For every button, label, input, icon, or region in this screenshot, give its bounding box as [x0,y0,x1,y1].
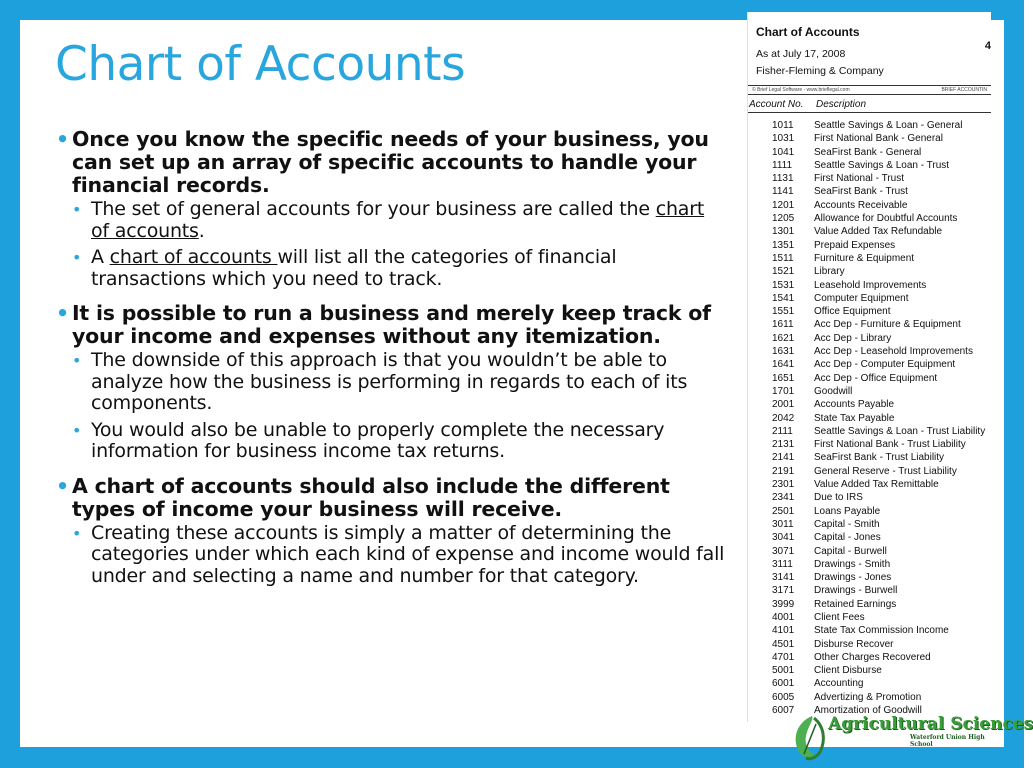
account-description: Other Charges Recovered [814,651,931,663]
account-row [748,545,991,558]
account-row [748,292,991,305]
account-row [748,638,991,651]
account-number: 2042 [772,412,795,424]
account-number: 3171 [772,585,795,597]
account-row [748,478,991,491]
account-list [748,119,991,717]
account-description: Acc Dep - Library [814,332,892,344]
sub-bullet-1-1 [72,199,726,242]
account-row [748,305,991,318]
account-description: Capital - Jones [814,532,881,544]
account-row [748,624,991,637]
account-row [748,159,991,172]
slide-content [56,128,726,587]
column-header-description: Description [816,99,867,110]
sub-bullet-1-2 [72,247,726,290]
sub-bullet-text: will list all the categories of financial transactions which you need to track. [91,246,617,290]
account-number: 1201 [772,199,795,211]
account-number: 4501 [772,638,795,650]
bullet-3: • A chart of accounts should also include the different types of income your business will receive. [56,475,726,521]
account-number: 1551 [772,306,795,318]
column-header-account-no: Account No. [749,99,804,110]
sub-bullet-2-1: • The downside of this approach is that you wouldn’t be able to analyze how the business is performing in regards to each of its components. [72,350,726,415]
account-description: Seattle Savings & Loan - Trust Liability [814,425,986,437]
logo-subtitle: Waterford Union High School [910,734,985,748]
page-mark: 4 [984,40,991,52]
account-number: 1011 [772,120,794,131]
account-number: 6007 [772,705,795,717]
account-number: 1531 [772,279,795,291]
account-row [748,172,991,185]
account-number: 1301 [772,226,795,238]
account-description: Value Added Tax Remittable [814,479,939,491]
account-description: Accounts Payable [814,399,895,411]
account-description: Acc Dep - Furniture & Equipment [814,319,961,331]
sub-bullet-2-2: • You would also be unable to properly complete the necessary information for business income tax returns. [72,420,726,463]
account-number: 1511 [772,252,794,264]
credit-right: BRIEF ACCOUNTIN [941,87,987,93]
account-description: Acc Dep - Leasehold Improvements [814,346,973,358]
account-number: 2341 [772,492,795,504]
account-number: 1031 [772,133,795,145]
account-row [748,185,991,198]
account-row [748,239,991,252]
account-row [748,664,991,677]
account-number: 1041 [772,146,795,158]
bullet-1: • Once you know the specific needs of your business, you can set up an array of specific accounts to handle your financial records. [56,128,726,197]
account-row [748,212,991,225]
account-number: 6005 [772,691,795,703]
document-credit-line [748,85,991,95]
account-row [748,425,991,438]
account-number: 3141 [772,572,795,584]
account-row [748,398,991,411]
account-number: 3999 [772,598,795,610]
account-description: Loans Payable [814,505,881,517]
slide-title: Chart of Accounts [55,37,466,92]
account-description: Drawings - Burwell [814,585,898,597]
account-row [748,451,991,464]
account-row [748,318,991,331]
account-row [748,584,991,597]
chart-of-accounts-document [748,12,991,722]
account-number: 4701 [772,651,795,663]
account-row [748,491,991,504]
account-number: 2301 [772,479,795,491]
account-number: 1651 [772,372,795,384]
account-number: 1631 [772,346,795,358]
account-description: Capital - Burwell [814,545,887,557]
account-number: 2501 [772,505,795,517]
account-description: Computer Equipment [814,292,909,304]
account-number: 4001 [772,611,795,623]
account-row [748,691,991,704]
account-description: Acc Dep - Computer Equipment [814,359,956,371]
account-number: 1111 [772,159,793,171]
account-number: 5001 [772,665,795,677]
account-row [748,119,991,132]
account-description: Drawings - Smith [814,558,891,570]
account-number: 4101 [772,625,795,637]
account-row [748,252,991,265]
account-row [748,265,991,278]
account-row [748,345,991,358]
account-description: SeaFirst Bank - Trust Liability [814,452,945,464]
account-number: 3011 [772,518,794,530]
account-description: General Reserve - Trust Liability [814,465,957,477]
account-number: 2111 [772,425,793,437]
account-description: Disburse Recover [814,638,894,650]
slide [20,20,1033,748]
account-description: Client Disburse [814,665,882,677]
account-number: 2131 [772,439,795,451]
agricultural-sciences-logo [790,714,1033,762]
account-number: 1141 [772,186,794,198]
account-number: 1131 [772,173,794,185]
account-row [748,279,991,292]
account-description: Value Added Tax Refundable [814,226,943,238]
account-description: Acc Dep - Office Equipment [814,372,938,384]
account-description: Furniture & Equipment [814,252,915,264]
account-row [748,332,991,345]
account-description: State Tax Payable [814,412,895,424]
account-row [748,505,991,518]
account-description: Leasehold Improvements [814,279,927,291]
account-number: 1611 [772,319,794,331]
account-row [748,598,991,611]
account-description: Client Fees [814,611,865,623]
account-row [748,358,991,371]
account-number: 6001 [772,678,795,690]
account-description: SeaFirst Bank - General [814,146,922,158]
account-row [748,146,991,159]
account-row [748,651,991,664]
account-description: Prepaid Expenses [814,239,896,251]
bullet-2: • It is possible to run a business and merely keep track of your income and expenses without any itemization. [56,302,726,348]
account-number: 1541 [772,292,795,304]
document-date: As at July 17, 2008 [756,48,846,60]
account-number: 2141 [772,452,795,464]
account-row [748,611,991,624]
account-description: First National Bank - General [814,133,943,145]
account-number: 1641 [772,359,795,371]
account-description: Allowance for Doubtful Accounts [814,213,958,225]
account-number: 2001 [772,399,795,411]
chart-of-accounts-link: chart of accounts [109,246,278,268]
account-description: Drawings - Jones [814,572,892,584]
document-title: Chart of Accounts [756,25,860,39]
sub-bullet-text: A [91,246,110,268]
account-number: 1351 [772,239,795,251]
account-description: Retained Earnings [814,598,897,610]
account-row [748,412,991,425]
account-number: 1521 [772,266,795,278]
account-number: 1621 [772,332,795,344]
account-description: State Tax Commission Income [814,625,949,637]
account-row [748,518,991,531]
account-row [748,199,991,212]
account-description: Advertizing & Promotion [814,691,922,703]
account-row [748,132,991,145]
account-row [748,225,991,238]
account-row [748,385,991,398]
document-company: Fisher-Fleming & Company [756,65,884,77]
sub-bullet-3-1: • Creating these accounts is simply a matter of determining the categories under which each kind of expense and income would fall under and selecting a name and number for that category. [72,523,726,588]
leaf-icon [790,714,830,762]
account-row [748,438,991,451]
account-row [748,531,991,544]
account-description: Accounting [814,678,864,690]
account-description: First National - Trust [814,173,905,185]
account-description: SeaFirst Bank - Trust [814,186,908,198]
account-number: 3071 [772,545,795,557]
account-description: Seattle Savings & Loan - General [814,120,963,131]
account-description: Accounts Receivable [814,199,908,211]
sub-bullet-text: . [198,219,205,242]
account-row [748,465,991,478]
account-number: 1205 [772,213,795,225]
account-description: Office Equipment [814,306,891,318]
account-description: Amortization of Goodwill [814,705,922,717]
account-row [748,558,991,571]
account-number: 2191 [772,465,795,477]
account-description: Due to IRS [814,492,863,504]
account-row [748,677,991,690]
account-description: First National Bank - Trust Liability [814,439,966,451]
chart-of-accounts-link: chart of accounts [91,198,705,242]
account-description: Library [814,266,845,278]
account-description: Goodwill [814,385,853,397]
account-number: 3111 [772,558,793,570]
credit-left: © Brief Legal Software - www.brieflegal.com [752,87,850,93]
account-row [748,571,991,584]
account-number: 3041 [772,532,795,544]
logo-text: Agricultural Sciences [828,714,1033,734]
account-number: 1701 [772,385,795,397]
account-row [748,372,991,385]
document-header [748,12,991,80]
document-column-headers [748,98,991,113]
account-description: Capital - Smith [814,518,880,530]
account-description: Seattle Savings & Loan - Trust [814,159,950,171]
sub-bullet-text: The set of general accounts for your business are called the [91,198,656,220]
